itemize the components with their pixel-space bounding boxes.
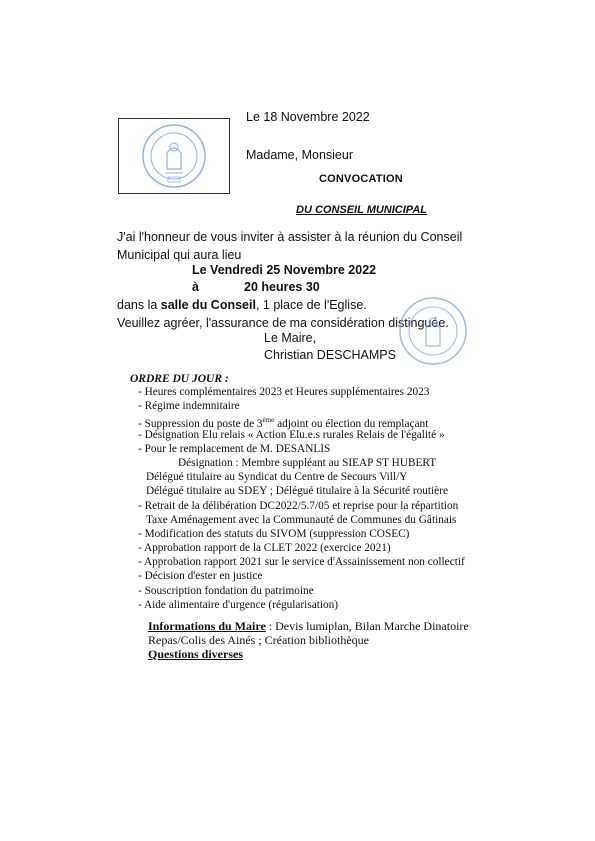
municipal-seal-icon <box>141 123 207 189</box>
meeting-time: 20 heures 30 <box>244 280 320 294</box>
letter-date: Le 18 Novembre 2022 <box>246 110 370 124</box>
agenda-item: - Retrait de la délibération DC2022/5.7/05 et reprise pour la répartition <box>138 499 459 512</box>
seal-frame <box>118 118 230 194</box>
ordinal-suffix: ème <box>262 416 275 425</box>
intro-line-1: J'ai l'honneur de vous inviter à assister à la réunion du Conseil <box>117 230 463 244</box>
questions-heading: Questions diverses <box>148 647 244 661</box>
agenda-item: - Souscription fondation du patrimoine <box>138 584 314 597</box>
mayor-info <box>148 619 469 634</box>
agenda-title: ORDRE DU JOUR : <box>130 373 229 385</box>
agenda-item-suffix: adjoint ou élection du remplaçant <box>274 418 429 431</box>
agenda-subitem: Délégué titulaire au SDEY ; Délégué titulaire à la Sécurité routière <box>146 485 448 498</box>
intro-line-2: Municipal qui aura lieu <box>117 248 242 262</box>
mayor-name: Christian DESCHAMPS <box>264 348 396 362</box>
agenda-item: - Pour le remplacement de M. DESANLIS <box>138 442 331 455</box>
agenda-item: - Approbation rapport de la CLET 2022 (exercice 2021) <box>138 542 391 555</box>
salutation: Madame, Monsieur <box>246 148 353 162</box>
closing-regards: Veuillez agréer, l'assurance de ma considération distinguée. <box>117 316 449 330</box>
agenda-item: - Aide alimentaire d'urgence (régularisation) <box>138 598 339 611</box>
agenda-item-text: - Suppression du poste de 3 <box>138 418 263 431</box>
meeting-at: à <box>192 280 199 294</box>
place-room: salle du Conseil <box>160 298 256 312</box>
agenda-list <box>138 385 465 612</box>
place-suffix: , 1 place de l'Eglise. <box>255 298 367 312</box>
convocation-heading: CONVOCATION <box>319 173 403 185</box>
meeting-date: Le Vendredi 25 Novembre 2022 <box>192 263 377 277</box>
mayor-info-label: Informations du Maire <box>148 619 266 633</box>
agenda-item: - Décision d'ester en justice <box>138 570 263 583</box>
mayor-info-line-2: Repas/Colis des Ainés ; Création bibliothèque <box>148 633 369 647</box>
agenda-item: - Régime indemnitaire <box>138 400 240 413</box>
agenda-item: - Approbation rapport 2021 sur le service d'Assainissement non collectif <box>138 556 465 569</box>
place-prefix: dans la <box>117 298 161 312</box>
agenda-item: - Désignation Elu relais « Action Elu.e.s rurales Relais de l'égalité » <box>138 428 445 441</box>
agenda-subitem: Désignation : Membre suppléant au SIEAP ST HUBERT <box>178 456 437 469</box>
meeting-place <box>117 298 367 312</box>
agenda-item: - Heures complémentaires 2023 et Heures supplémentaires 2023 <box>138 386 430 398</box>
council-heading: DU CONSEIL MUNICIPAL <box>296 204 427 216</box>
agenda-subitem: Délégué titulaire au Syndicat du Centre de Secours Vill/Y <box>146 471 408 484</box>
agenda-item <box>138 413 465 431</box>
agenda-item: - Modification des statuts du SIVOM (suppression COSEC) <box>138 527 410 540</box>
mayor-stamp-icon <box>398 296 468 366</box>
mayor-info-text: : Devis lumiplan, Bilan Marche Dinatoire <box>265 619 469 633</box>
agenda-subitem: Taxe Aménagement avec la Communauté de Communes du Gâtinais <box>146 513 457 526</box>
mayor-title: Le Maire, <box>264 331 317 345</box>
